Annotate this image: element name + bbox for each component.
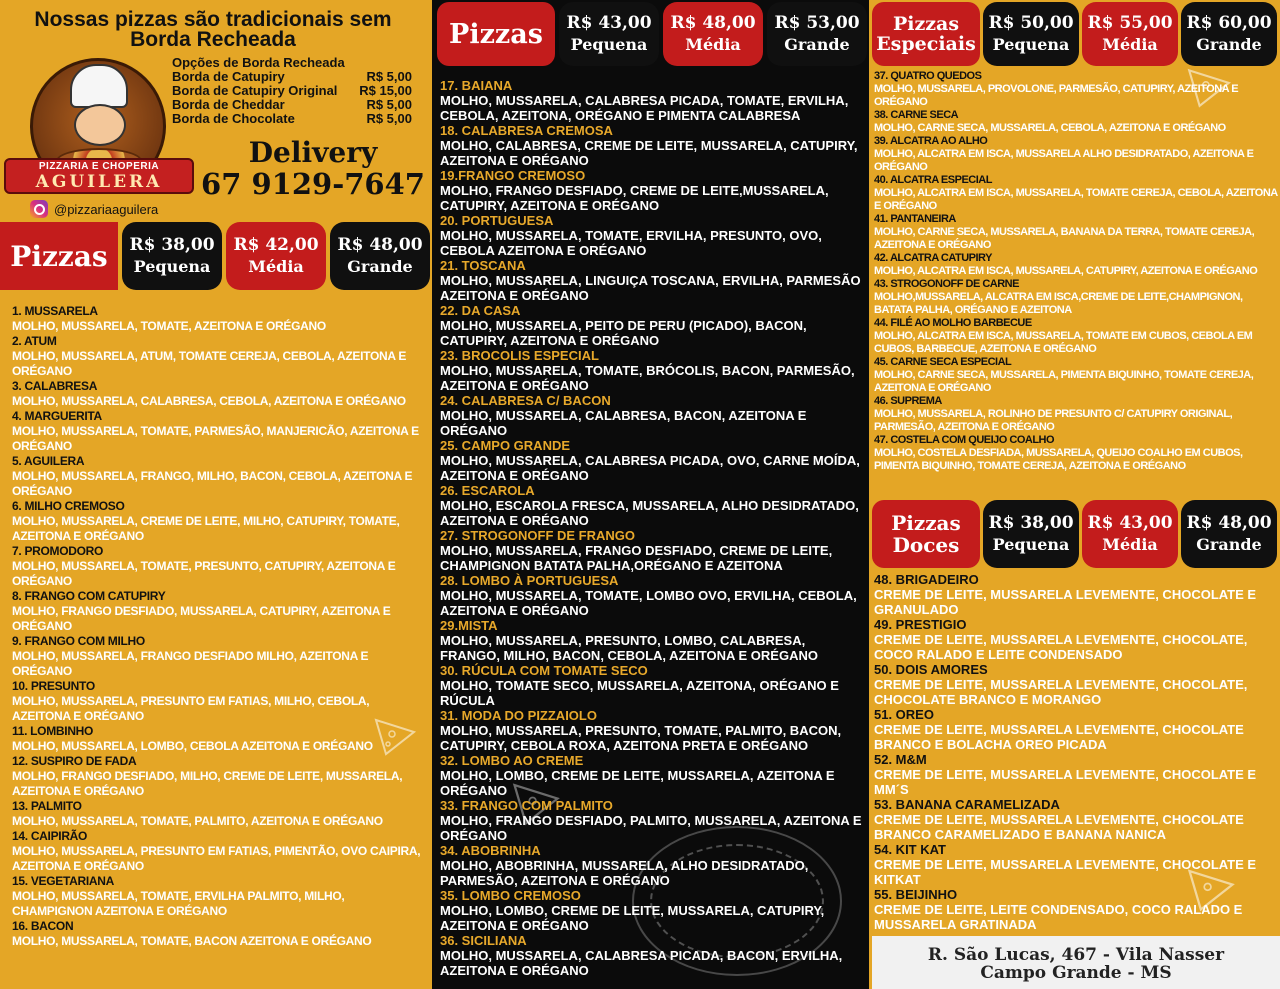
menu-item-ingredients: MOLHO, MUSSARELA, CALABRESA, CEBOLA, AZEITONA E ORÉGANO — [12, 394, 406, 408]
menu-item-name: 18. CALABRESA CREMOSA — [440, 123, 613, 138]
size-label: Pequena — [570, 35, 648, 54]
size-label: Média — [1102, 35, 1158, 54]
menu-item — [440, 798, 866, 843]
address-city: Campo Grande - MS — [980, 963, 1172, 983]
menu-item-ingredients: MOLHO, MUSSARELA, PRESUNTO EM FATIAS, MILHO, CEBOLA, AZEITONA E ORÉGANO — [12, 694, 370, 723]
crust-name: Borda de Chocolate — [172, 111, 295, 126]
menu-item-name: 2. ATUM — [12, 334, 57, 348]
menu-item-name: 55. BEIJINHO — [874, 887, 958, 902]
menu-item — [440, 258, 866, 303]
menu-item — [12, 304, 422, 334]
price-value: R$ 60,00 — [1186, 13, 1272, 33]
menu-item-name: 21. TOSCANA — [440, 258, 526, 273]
price-value: R$ 38,00 — [129, 235, 215, 255]
pizza-slice-icon — [372, 712, 418, 758]
menu-item-name: 3. CALABRESA — [12, 379, 98, 393]
menu-item — [440, 663, 866, 708]
traditional-menu-column-1 — [0, 0, 432, 989]
menu-item-ingredients: CREME DE LEITE, MUSSARELA LEVEMENTE, CHOCOLATE BRANCO CARAMELIZADO E BANANA NANICA — [874, 812, 1244, 842]
menu-item — [440, 438, 866, 483]
menu-item — [440, 213, 866, 258]
menu-item-ingredients: CREME DE LEITE, MUSSARELA LEVEMENTE, CHOCOLATE, CHOCOLATE BRANCO E MORANGO — [874, 677, 1248, 707]
menu-item-name: 11. LOMBINHO — [12, 724, 94, 738]
price-medium — [226, 222, 326, 290]
menu-item — [440, 528, 866, 573]
pizza-list-1 — [12, 304, 422, 949]
menu-item-name: 14. CAIPIRÃO — [12, 829, 88, 843]
price-medium — [1082, 500, 1178, 568]
menu-item-ingredients: MOLHO, FRANGO DESFIADO, MUSSARELA, CATUPIRY, AZEITONA E ORÉGANO — [12, 604, 391, 633]
menu-item — [440, 618, 866, 663]
size-label: Grande — [784, 35, 850, 54]
menu-item — [12, 589, 422, 634]
menu-item-name: 35. LOMBO CREMOSO — [440, 888, 581, 903]
menu-item-ingredients: MOLHO, ALCATRA EM ISCA, MUSSARELA ALHO DESIDRATADO, AZEITONA E ORÉGANO — [874, 148, 1254, 173]
price-medium — [1082, 2, 1178, 66]
menu-item-ingredients: MOLHO, MUSSARELA, TOMATE, BRÓCOLIS, BACON, PARMESÃO, AZEITONA E ORÉGANO — [440, 363, 855, 393]
menu-item-ingredients: MOLHO, MUSSARELA, FRANGO DESFIADO, CREME DE LEITE, CHAMPIGNON BATATA PALHA,ORÉGANO E AZEITONA — [440, 543, 833, 573]
menu-item-ingredients: MOLHO, MUSSARELA, CALABRESA PICADA, OVO, CARNE MOÍDA, AZEITONA E ORÉGANO — [440, 453, 860, 483]
menu-item — [12, 754, 422, 799]
sweet-pizza-list — [874, 572, 1278, 932]
price-large — [767, 2, 867, 66]
menu-item-name: 42. ALCATRA CATUPIRY — [874, 252, 992, 264]
price-value: R$ 43,00 — [1087, 513, 1173, 533]
size-label: Grande — [1196, 535, 1262, 554]
crust-option — [172, 70, 412, 84]
menu-item-ingredients: MOLHO, COSTELA DESFIADA, MUSSARELA, QUEIJO COALHO EM CUBOS, PIMENTA BIQUINHO, TOMATE CEREJA, AZEITONA E ORÉGANO — [874, 447, 1243, 472]
price-small — [983, 500, 1079, 568]
menu-item-name: 26. ESCAROLA — [440, 483, 535, 498]
price-value: R$ 48,00 — [670, 13, 756, 33]
menu-item — [12, 634, 422, 679]
size-label: Média — [1102, 535, 1158, 554]
menu-item-ingredients: MOLHO, FRANGO DESFIADO, CREME DE LEITE,MUSSARELA, CATUPIRY, AZEITONA E ORÉGANO — [440, 183, 829, 213]
menu-item-name: 13. PALMITO — [12, 799, 82, 813]
menu-item-name: 31. MODA DO PIZZAIOLO — [440, 708, 597, 723]
menu-item-name: 1. MUSSARELA — [12, 304, 98, 318]
menu-item-ingredients: MOLHO, MUSSARELA, PRESUNTO, TOMATE, PALMITO, BACON, CATUPIRY, CEBOLA ROXA, AZEITONA PRETA E ORÉGANO — [440, 723, 842, 753]
menu-item-ingredients: CREME DE LEITE, MUSSARELA LEVEMENTE, CHOCOLATE E GRANULADO — [874, 587, 1257, 617]
menu-item — [440, 708, 866, 753]
menu-item-name: 38. CARNE SECA — [874, 109, 959, 121]
menu-item-ingredients: MOLHO, MUSSARELA, PRESUNTO, LOMBO, CALABRESA, FRANGO, MILHO, BACON, CEBOLA, AZEITONA E ORÉGANO — [440, 633, 818, 663]
menu-item-ingredients: MOLHO, MUSSARELA, TOMATE, PARMESÃO, MANJERICÃO, AZEITONA E ORÉGANO — [12, 424, 419, 453]
price-value: R$ 55,00 — [1087, 13, 1173, 33]
menu-item-name: 39. ALCATRA AO ALHO — [874, 135, 988, 147]
menu-item-name: 7. PROMODORO — [12, 544, 104, 558]
pizzeria-logo — [4, 58, 194, 198]
menu-item-name: 49. PRESTIGIO — [874, 617, 967, 632]
menu-item-ingredients: CREME DE LEITE, MUSSARELA LEVEMENTE, CHOCOLATE BRANCO E BOLACHA OREO PICADA — [874, 722, 1244, 752]
menu-item-ingredients: MOLHO, MUSSARELA, CALABRESA, BACON, AZEITONA E ORÉGANO — [440, 408, 807, 438]
price-value: R$ 48,00 — [337, 235, 423, 255]
menu-item — [12, 874, 422, 919]
price-value: R$ 42,00 — [233, 235, 319, 255]
price-large — [1181, 500, 1277, 568]
menu-item — [440, 933, 866, 978]
menu-item-ingredients: MOLHO, MUSSARELA, LINGUIÇA TOSCANA, ERVILHA, PARMESÃO AZEITONA E ORÉGANO — [440, 273, 861, 303]
stuffed-crust-options — [172, 56, 412, 126]
address-box — [872, 936, 1280, 989]
menu-item — [874, 70, 1278, 109]
menu-item-ingredients: MOLHO, MUSSARELA, TOMATE, LOMBO OVO, ERVILHA, CEBOLA, AZEITONA E ORÉGANO — [440, 588, 857, 618]
menu-item — [12, 409, 422, 454]
menu-item-ingredients: MOLHO, LOMBO, CREME DE LEITE, MUSSARELA, AZEITONA E ORÉGANO — [440, 768, 835, 798]
menu-item-ingredients: MOLHO, FRANGO DESFIADO, MILHO, CREME DE LEITE, MUSSARELA, AZEITONA E ORÉGANO — [12, 769, 403, 798]
section-title: Pizzas — [437, 2, 555, 66]
delivery-info — [198, 138, 428, 200]
size-label: Média — [248, 257, 304, 276]
logo-subtitle: PIZZARIA E CHOPERIA — [38, 161, 160, 172]
menu-item-name: 53. BANANA CARAMELIZADA — [874, 797, 1060, 812]
menu-item-name: 51. OREO — [874, 707, 934, 722]
price-medium — [663, 2, 763, 66]
headline: Nossas pizzas são tradicionais sem Borda Recheada — [34, 8, 392, 51]
size-label: Pequena — [133, 257, 211, 276]
menu-item — [874, 278, 1278, 317]
menu-item-ingredients: MOLHO, CARNE SECA, MUSSARELA, PIMENTA BIQUINHO, TOMATE CEREJA, AZEITONA E ORÉGANO — [874, 369, 1254, 394]
crust-option — [172, 112, 412, 126]
price-header-doces — [872, 500, 1280, 568]
menu-item — [874, 662, 1278, 707]
menu-item-ingredients: MOLHO, ALCATRA EM ISCA, MUSSARELA, TOMATE CEREJA, CEBOLA, AZEITONA E ORÉGANO — [874, 187, 1278, 212]
price-header-traditional-2 — [437, 2, 869, 66]
menu-item — [440, 168, 866, 213]
menu-item-ingredients: MOLHO, CALABRESA, CREME DE LEITE, MUSSARELA, CATUPIRY, AZEITONA E ORÉGANO — [440, 138, 858, 168]
price-header-traditional-1 — [0, 222, 432, 290]
menu-item-ingredients: MOLHO, MUSSARELA, PRESUNTO EM FATIAS, PIMENTÃO, OVO CAIPIRA, AZEITONA E ORÉGANO — [12, 844, 421, 873]
menu-item-ingredients: MOLHO,MUSSARELA, ALCATRA EM ISCA,CREME DE LEITE,CHAMPIGNON, BATATA PALHA, ORÉGANO E AZEITONA — [874, 291, 1243, 316]
section-title: Pizzas — [0, 222, 118, 290]
size-label: Pequena — [992, 535, 1070, 554]
instagram-label: @pizzariaaguilera — [54, 201, 159, 217]
logo-name: AGUILERA — [35, 172, 163, 192]
crust-option — [172, 84, 412, 98]
menu-item — [874, 707, 1278, 752]
price-value: R$ 48,00 — [1186, 513, 1272, 533]
menu-item — [12, 919, 422, 949]
menu-item — [12, 454, 422, 499]
menu-item — [874, 356, 1278, 395]
menu-item-ingredients: MOLHO, ALCATRA EM ISCA, MUSSARELA, TOMATE EM CUBOS, CEBOLA EM CUBOS, BARBECUE, AZEITONA E ORÉGANO — [874, 330, 1253, 355]
menu-item-ingredients: MOLHO, ABOBRINHA, MUSSARELA, ALHO DESIDRATADO, PARMESÃO, AZEITONA E ORÉGANO — [440, 858, 809, 888]
menu-item-ingredients: MOLHO, MUSSARELA, TOMATE, ERVILHA PALMITO, MILHO, CHAMPIGNON AZEITONA E ORÉGANO — [12, 889, 345, 918]
menu-item-name: 34. ABOBRINHA — [440, 843, 541, 858]
menu-item-ingredients: MOLHO, MUSSARELA, TOMATE, AZEITONA E ORÉGANO — [12, 319, 326, 333]
size-label: Média — [685, 35, 741, 54]
menu-item — [874, 842, 1278, 887]
menu-item — [12, 544, 422, 589]
menu-item-name: 43. STROGONOFF DE CARNE — [874, 278, 1019, 290]
price-value: R$ 53,00 — [774, 13, 860, 33]
menu-item-ingredients: CREME DE LEITE, MUSSARELA LEVEMENTE, CHOCOLATE, COCO RALADO E LEITE CONDENSADO — [874, 632, 1248, 662]
menu-item-ingredients: MOLHO, CARNE SECA, MUSSARELA, CEBOLA, AZEITONA E ORÉGANO — [874, 122, 1226, 134]
menu-item — [12, 799, 422, 829]
pizza-list-2 — [440, 78, 866, 978]
menu-item-ingredients: MOLHO, LOMBO, CREME DE LEITE, MUSSARELA, CATUPIRY, AZEITONA E ORÉGANO — [440, 903, 825, 933]
menu-item — [12, 379, 422, 409]
menu-item — [440, 483, 866, 528]
chef-face-icon — [74, 104, 126, 146]
instagram-handle[interactable] — [30, 200, 158, 218]
menu-item-name: 33. FRANGO COM PALMITO — [440, 798, 613, 813]
menu-item — [12, 499, 422, 544]
menu-item — [12, 679, 422, 724]
special-pizza-list — [874, 70, 1278, 473]
menu-item-name: 36. SICILIANA — [440, 933, 527, 948]
menu-item-ingredients: MOLHO, MUSSARELA, TOMATE, BACON AZEITONA E ORÉGANO — [12, 934, 372, 948]
price-value: R$ 50,00 — [988, 13, 1074, 33]
menu-item-ingredients: MOLHO, MUSSARELA, LOMBO, CEBOLA AZEITONA E ORÉGANO — [12, 739, 373, 753]
menu-item — [874, 252, 1278, 278]
menu-item — [874, 395, 1278, 434]
menu-item — [874, 213, 1278, 252]
menu-item-name: 4. MARGUERITA — [12, 409, 102, 423]
stuffed-crust-title: Opções de Borda Recheada — [172, 55, 345, 70]
menu-item-ingredients: MOLHO, CARNE SECA, MUSSARELA, BANANA DA TERRA, TOMATE CEREJA, AZEITONA E ORÉGANO — [874, 226, 1255, 251]
menu-item-name: 50. DOIS AMORES — [874, 662, 988, 677]
instagram-icon — [30, 200, 48, 218]
menu-item-ingredients: MOLHO, MUSSARELA, TOMATE, PRESUNTO, CATUPIRY, AZEITONA E ORÉGANO — [12, 559, 396, 588]
menu-item — [12, 334, 422, 379]
size-label: Grande — [1196, 35, 1262, 54]
menu-item-name: 6. MILHO CREMOSO — [12, 499, 125, 513]
menu-item-ingredients: MOLHO, MUSSARELA, FRANGO, MILHO, BACON, CEBOLA, AZEITONA E ORÉGANO — [12, 469, 413, 498]
menu-item-ingredients: MOLHO, FRANGO DESFIADO, PALMITO, MUSSARELA, AZEITONA E ORÉGANO — [440, 813, 862, 843]
menu-item-name: 40. ALCATRA ESPECIAL — [874, 174, 992, 186]
menu-item — [440, 78, 866, 123]
menu-item-name: 22. DA CASA — [440, 303, 521, 318]
menu-item — [12, 829, 422, 874]
menu-item-ingredients: CREME DE LEITE, LEITE CONDENSADO, COCO RALADO E MUSSARELA GRATINADA — [874, 902, 1243, 932]
menu-item-ingredients: MOLHO, MUSSARELA, CALABRESA PICADA, TOMATE, ERVILHA, CEBOLA, AZEITONA, ORÉGANO E PIMENTA CALABRESA — [440, 93, 849, 123]
menu-item-name: 17. BAIANA — [440, 78, 513, 93]
menu-item — [874, 797, 1278, 842]
price-value: R$ 43,00 — [566, 13, 652, 33]
menu-item-ingredients: MOLHO, MUSSARELA, ROLINHO DE PRESUNTO C/ CATUPIRY ORIGINAL, PARMESÃO, AZEITONA E ORÉGANO — [874, 408, 1233, 433]
menu-item — [440, 393, 866, 438]
price-small — [559, 2, 659, 66]
menu-item — [440, 753, 866, 798]
crust-price: R$ 15,00 — [359, 83, 412, 98]
crust-name: Borda de Catupiry — [172, 69, 285, 84]
menu-item-name: 19.FRANGO CREMOSO — [440, 168, 586, 183]
crust-price: R$ 5,00 — [366, 111, 412, 126]
size-label: Grande — [347, 257, 413, 276]
menu-item — [874, 135, 1278, 174]
menu-item-ingredients: MOLHO, TOMATE SECO, MUSSARELA, AZEITONA, ORÉGANO E RÚCULA — [440, 678, 839, 708]
logo-banner — [4, 158, 194, 194]
chef-hat-icon — [70, 64, 128, 108]
menu-item-name: 48. BRIGADEIRO — [874, 572, 979, 587]
menu-item — [874, 109, 1278, 135]
phone-number[interactable]: 67 9129-7647 — [201, 167, 425, 201]
menu-item-name: 37. QUATRO QUEDOS — [874, 70, 982, 82]
price-small — [122, 222, 222, 290]
section-title: Pizzas Especiais — [872, 2, 980, 66]
menu-item — [874, 434, 1278, 473]
crust-option — [172, 98, 412, 112]
crust-name: Borda de Cheddar — [172, 97, 285, 112]
price-large — [1181, 2, 1277, 66]
price-large — [330, 222, 430, 290]
menu-item-name: 16. BACON — [12, 919, 74, 933]
crust-price: R$ 5,00 — [366, 97, 412, 112]
menu-item-ingredients: MOLHO, MUSSARELA, TOMATE, PALMITO, AZEITONA E ORÉGANO — [12, 814, 383, 828]
menu-item — [874, 317, 1278, 356]
menu-item-name: 20. PORTUGUESA — [440, 213, 554, 228]
menu-item — [874, 752, 1278, 797]
menu-item-name: 12. SUSPIRO DE FADA — [12, 754, 137, 768]
menu-item-name: 28. LOMBO À PORTUGUESA — [440, 573, 619, 588]
menu-item-name: 41. PANTANEIRA — [874, 213, 956, 225]
menu-item — [12, 724, 422, 754]
menu-item — [874, 617, 1278, 662]
menu-item — [874, 174, 1278, 213]
delivery-label: Delivery — [248, 136, 378, 169]
menu-item — [440, 123, 866, 168]
menu-item-ingredients: MOLHO, MUSSARELA, CALABRESA PICADA, BACON, ERVILHA, AZEITONA E ORÉGANO — [440, 948, 843, 978]
menu-item-ingredients: MOLHO, MUSSARELA, ATUM, TOMATE CEREJA, CEBOLA, AZEITONA E ORÉGANO — [12, 349, 407, 378]
price-header-especiais — [872, 2, 1280, 66]
size-label: Pequena — [992, 35, 1070, 54]
menu-item-name: 46. SUPREMA — [874, 395, 942, 407]
menu-item-name: 47. COSTELA COM QUEIJO COALHO — [874, 434, 1055, 446]
crust-price: R$ 5,00 — [366, 69, 412, 84]
menu-item — [440, 348, 866, 393]
menu-item-ingredients: MOLHO, ESCAROLA FRESCA, MUSSARELA, ALHO DESIDRATADO, AZEITONA E ORÉGANO — [440, 498, 859, 528]
menu-item-name: 52. M&M — [874, 752, 927, 767]
menu-item-name: 15. VEGETARIANA — [12, 874, 114, 888]
menu-item — [874, 572, 1278, 617]
menu-item-ingredients: CREME DE LEITE, MUSSARELA LEVEMENTE, CHOCOLATE E KITKAT — [874, 857, 1257, 887]
menu-item-name: 25. CAMPO GRANDE — [440, 438, 571, 453]
menu-item-name: 32. LOMBO AO CREME — [440, 753, 584, 768]
menu-item — [874, 887, 1278, 932]
menu-item-name: 5. AGUILERA — [12, 454, 85, 468]
menu-item — [440, 573, 866, 618]
menu-item-name: 10. PRESUNTO — [12, 679, 95, 693]
menu-item — [440, 888, 866, 933]
section-title: Pizzas Doces — [872, 500, 980, 568]
menu-item-ingredients: MOLHO, MUSSARELA, PEITO DE PERU (PICADO), BACON, CATUPIRY, AZEITONA E ORÉGANO — [440, 318, 807, 348]
menu-item-name: 30. RÚCULA COM TOMATE SECO — [440, 663, 648, 678]
menu-item-ingredients: MOLHO, MUSSARELA, PROVOLONE, PARMESÃO, CATUPIRY, AZEITONA E ORÉGANO — [874, 83, 1239, 108]
price-small — [983, 2, 1079, 66]
menu-item-name: 44. FILÉ AO MOLHO BARBECUE — [874, 317, 1032, 329]
menu-item-name: 9. FRANGO COM MILHO — [12, 634, 145, 648]
address-street: R. São Lucas, 467 - Vila Nasser — [927, 945, 1225, 965]
crust-name: Borda de Catupiry Original — [172, 83, 338, 98]
menu-item-name: 23. BROCOLIS ESPECIAL — [440, 348, 599, 363]
menu-item — [440, 843, 866, 888]
menu-item-name: 24. CALABRESA C/ BACON — [440, 393, 611, 408]
menu-item-ingredients: CREME DE LEITE, MUSSARELA LEVEMENTE, CHOCOLATE E MM´S — [874, 767, 1257, 797]
menu-item-name: 8. FRANGO COM CATUPIRY — [12, 589, 166, 603]
price-value: R$ 38,00 — [988, 513, 1074, 533]
menu-item-name: 45. CARNE SECA ESPECIAL — [874, 356, 1012, 368]
menu-item-ingredients: MOLHO, MUSSARELA, CREME DE LEITE, MILHO, CATUPIRY, TOMATE, AZEITONA E ORÉGANO — [12, 514, 400, 543]
menu-item-name: 27. STROGONOFF DE FRANGO — [440, 528, 636, 543]
menu-item-ingredients: MOLHO, MUSSARELA, FRANGO DESFIADO MILHO, AZEITONA E ORÉGANO — [12, 649, 369, 678]
menu-item-ingredients: MOLHO, ALCATRA EM ISCA, MUSSARELA, CATUPIRY, AZEITONA E ORÉGANO — [874, 265, 1258, 277]
menu-item-name: 29.MISTA — [440, 618, 498, 633]
menu-item-ingredients: MOLHO, MUSSARELA, TOMATE, ERVILHA, PRESUNTO, OVO, CEBOLA AZEITONA E ORÉGANO — [440, 228, 822, 258]
menu-item-name: 54. KIT KAT — [874, 842, 946, 857]
menu-item — [440, 303, 866, 348]
